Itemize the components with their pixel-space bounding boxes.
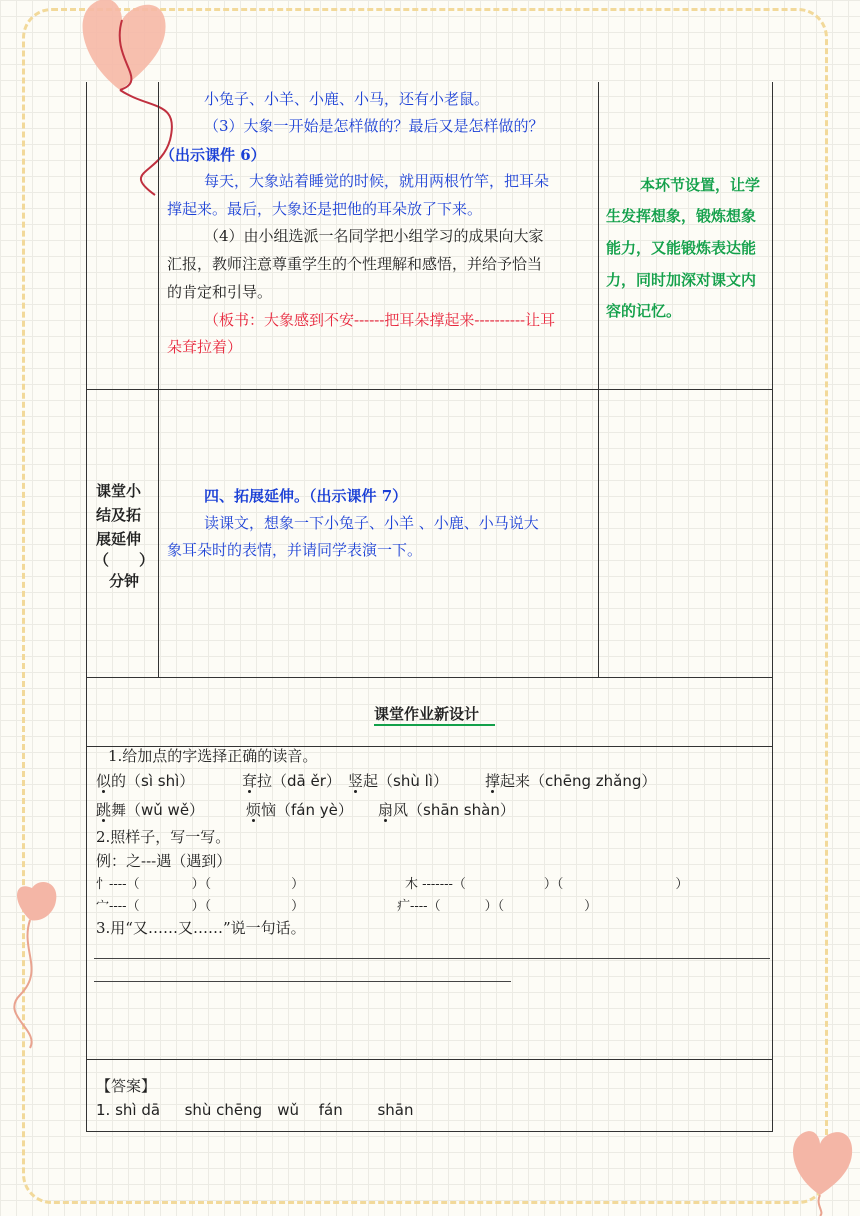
extension-title: 四、拓展延伸。（出示课件 7） (204, 487, 408, 505)
note-line-2: 生发挥想象，锻炼想象 (606, 207, 757, 225)
answer-line-1: 每天，大象站着睡觉的时候，就用两根竹竿，把耳朵 (204, 172, 550, 190)
note-line-5: 容的记忆。 (606, 302, 682, 320)
hw-q2-line-3: 宀----（ ）（ ） (96, 899, 305, 914)
hw-q2-line-2: 木 -------（ ）（ ） (405, 877, 689, 892)
row2-label-1: 课堂小 (96, 482, 142, 500)
q4-line-3: 的肯定和引导。 (167, 283, 273, 301)
heart-balloon-icon (60, 0, 180, 200)
hw-q1-item-5: 跳舞（wǔ wě） (96, 801, 205, 819)
extension-line-2: 象耳朵时的表情，并请同学表演一下。 (167, 541, 423, 559)
row2-label-4: （ ） (94, 551, 155, 569)
row2-label-5: 分钟 (109, 572, 140, 590)
note-line-3: 能力，又能锻炼表达能 (606, 239, 757, 257)
answers-label: 【答案】 (96, 1077, 157, 1095)
hw-q2-line-1: 忄----（ ）（ ） (96, 877, 305, 892)
q4-line-2: 汇报，教师注意尊重学生的个性理解和感悟，并给予恰当 (167, 255, 543, 273)
hw-q2: 2.照样子，写一写。 (96, 828, 231, 846)
hw-q1-item-7: 扇风（shān shàn） (378, 801, 515, 819)
hw-q3: 3.用“又……又……”说一句话。 (96, 919, 306, 937)
row2-label-2: 结及拓 (96, 506, 142, 524)
note-line-1: 本环节设置，让学 (640, 176, 761, 194)
answer-line-blank-1 (94, 958, 770, 959)
heart-bottom-right-icon (780, 1120, 860, 1216)
hw-q2-example: 例：之---遇（遇到） (96, 852, 232, 870)
hw-q1-item-3: 竖起（shù lì） (348, 772, 448, 790)
q4-line-1: （4）由小组选派一名同学把小组学习的成果向大家 (204, 227, 544, 245)
answer-line-blank-2 (94, 981, 511, 982)
row2-label-3: 展延伸 (96, 530, 142, 548)
courseware-6: （出示课件 6） (160, 146, 266, 164)
board-line-1: （板书：大象感到不安------把耳朵撑起来----------让耳 (204, 311, 556, 329)
homework-title-underline (374, 724, 495, 726)
question-3: （3）大象一开始是怎样做的？最后又是怎样做的？ (204, 117, 544, 135)
hw-q1-item-6: 烦恼（fán yè） (246, 801, 353, 819)
hw-q1: 1.给加点的字选择正确的读音。 (108, 747, 318, 765)
board-line-2: 朵耷拉着） (167, 338, 243, 356)
extension-line-1: 读课文，想象一下小兔子、小羊 、小鹿、小马说大 (204, 514, 539, 532)
hw-q2-line-4: 疒----（ ）（ ） (397, 899, 598, 914)
hw-q1-item-4: 撑起来（chēng zhǎng） (485, 772, 657, 790)
hw-q1-item-2: 耷拉（dā ěr） (242, 772, 341, 790)
homework-title: 课堂作业新设计 (374, 705, 480, 723)
note-line-4: 力，同时加深对课文内 (606, 271, 757, 289)
animals-line: 小兔子、小羊、小鹿、小马，还有小老鼠。 (204, 90, 490, 108)
hw-q1-item-1: 似的（sì shì） (96, 772, 195, 790)
heart-left-icon (0, 880, 80, 1050)
answer-line-2: 撑起来。最后，大象还是把他的耳朵放了下来。 (167, 200, 483, 218)
answers-line-1: 1. shì dā shù chēng wǔ fán shān (96, 1101, 414, 1119)
